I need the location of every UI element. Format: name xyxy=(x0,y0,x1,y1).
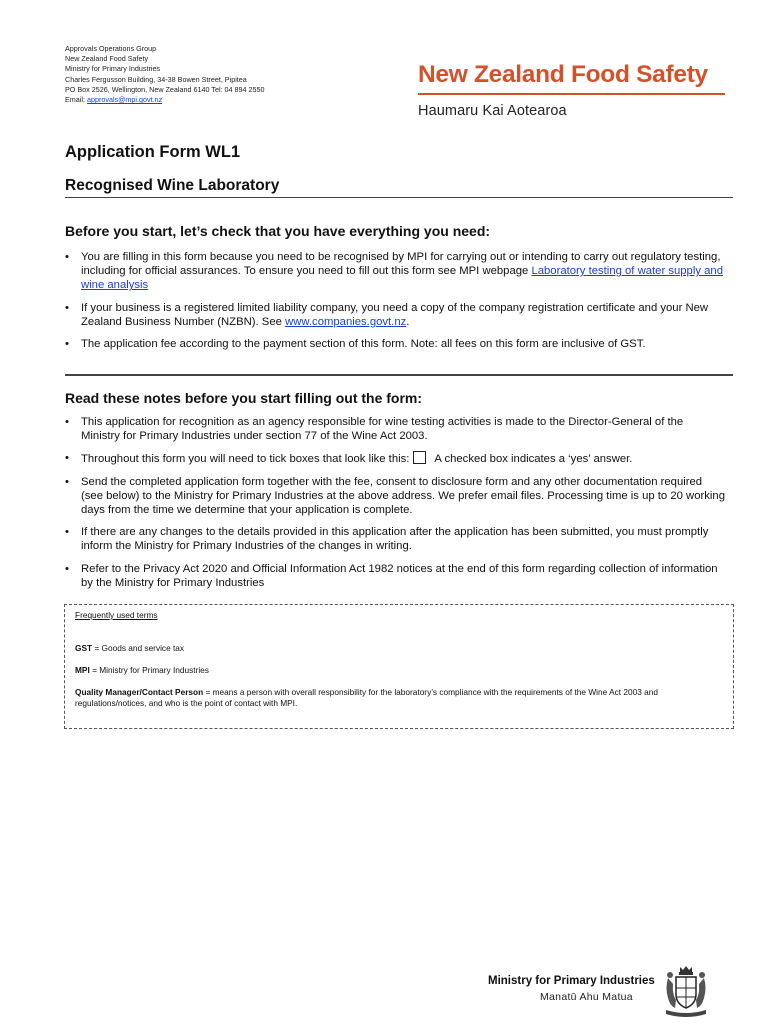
term: GST xyxy=(75,643,93,653)
term-row xyxy=(75,687,723,709)
bullet-text: The application fee according to the payment section of this form. Note: all fees on this form are inclusive of GST. xyxy=(81,338,646,351)
lab-testing-link[interactable]: Laboratory testing of water supply and wine analysis xyxy=(81,265,723,292)
list-item: • Refer to the Privacy Act 2020 and Official Information Act 1982 notices at the end of this form regarding collection of information by the Ministry for Primary Industries xyxy=(65,562,718,589)
bullet-text: If your business is a registered limited liability company, you need a copy of the company registration certificate and your New Zealand Business Number (NZBN). See xyxy=(81,301,709,328)
frequently-used-terms-box xyxy=(64,604,734,729)
list-item: • This application for recognition as an agency responsible for wine testing activities is made to the Director-General of the Ministry for Primary Industries under section 77 of the Wine Act 2003. xyxy=(65,416,684,443)
address-line: Charles Fergusson Building, 34-38 Bowen Street, Pipitea xyxy=(65,74,247,84)
term-definition: = Ministry for Primary Industries xyxy=(89,665,209,675)
terms-title: Frequently used terms xyxy=(75,610,158,620)
bullet-text: This application for recognition as an agency responsible for wine testing activities is made to the Director-General of the Ministry for Primary Industries under section 77 of the Wine Act 2003. xyxy=(81,416,684,443)
notes-heading: Read these notes before you start filling out the form: xyxy=(65,390,423,406)
address-email-line xyxy=(65,95,265,105)
brand-title: New Zealand Food Safety xyxy=(418,61,708,88)
bullet-text: Throughout this form you will need to tick boxes that look like this: xyxy=(81,453,410,466)
mpi-logo-text xyxy=(488,975,655,1003)
term-definition: = means a person with overall responsibility for the laboratory’s compliance with the requirements of the Wine Act 2003 and regulations/notices, and who is the point of contact with MPI. xyxy=(75,687,658,708)
before-start-list xyxy=(65,250,725,359)
term: MPI xyxy=(75,665,90,675)
bullet-text: Refer to the Privacy Act 2020 and Official Information Act 1982 notices at the end of this form regarding collection of information by the Ministry for Primary Industries xyxy=(81,562,718,589)
bullet-text: If there are any changes to the details provided in this application after the application has been submitted, you must promptly inform the Ministry for Primary Industries of the changes in writing. xyxy=(81,526,709,553)
address-line: PO Box 2526, Wellington, New Zealand 6140 Tel: 04 894 2550 xyxy=(65,84,265,94)
bullet-text: You are filling in this form because you need to be recognised by MPI for carrying out or intending to carry out regulatory testing, including for official assurances. To ensure you need to fill out this form see MPI webpage xyxy=(81,251,721,278)
address-line: New Zealand Food Safety xyxy=(65,54,149,64)
list-item: • If there are any changes to the details provided in this application after the application has been submitted, you must promptly inform the Ministry for Primary Industries of the changes in writing. xyxy=(65,526,709,553)
list-item: • You are filling in this form because you need to be recognised by MPI for carrying out or intending to carry out regulatory testing, including for official assurances. To ensure you need to fill out this form see MPI webpage Laboratory testing of water supply and wine analysis xyxy=(65,251,723,292)
list-item: • Throughout this form you will need to tick boxes that look like this: A checked box indicates a ‘yes’ answer. xyxy=(65,452,633,466)
bullet-text: A checked box indicates a ‘yes’ answer. xyxy=(434,453,633,466)
bullet-text: Send the completed application form together with the fee, consent to disclosure form and any other documentation required (see below) to the Ministry for Primary Industries at the above address. We prefer email files. Processing time is up to 20 working days from the time we determine that your application is complete. xyxy=(81,475,725,517)
address-line: Ministry for Primary Industries xyxy=(65,64,161,74)
nz-coat-of-arms-icon xyxy=(662,964,710,1020)
mpi-name: Ministry for Primary Industries xyxy=(488,975,655,987)
email-label: Email: xyxy=(65,95,87,105)
term-row xyxy=(75,643,723,654)
nz-food-safety-logo xyxy=(418,60,728,119)
example-checkbox xyxy=(413,451,426,464)
mpi-maori-name: Manatū Ahu Matua xyxy=(540,991,633,1003)
sender-address xyxy=(65,44,265,105)
companies-link[interactable]: www.companies.govt.nz xyxy=(285,315,407,328)
brand-rule xyxy=(418,93,725,95)
notes-list xyxy=(65,415,725,598)
before-start-heading: Before you start, let’s check that you have everything you need: xyxy=(65,223,491,239)
term: Quality Manager/Contact Person xyxy=(75,687,204,697)
address-line: Approvals Operations Group xyxy=(65,44,157,53)
term-row xyxy=(75,665,723,676)
form-subtitle: Recognised Wine Laboratory xyxy=(65,177,733,198)
term-definition: = Goods and service tax xyxy=(92,643,185,653)
section-divider xyxy=(65,374,733,376)
email-link[interactable]: approvals@mpi.govt.nz xyxy=(86,95,163,105)
bullet-text-end: . xyxy=(406,315,410,328)
list-item: • Send the completed application form together with the fee, consent to disclosure form and any other documentation required (see below) to the Ministry for Primary Industries at the above address. We prefer email files. Processing time is up to 20 working days from the time we determine that your application is complete. xyxy=(65,475,725,517)
form-title: Application Form WL1 xyxy=(65,143,241,161)
brand-subtitle: Haumaru Kai Aotearoa xyxy=(418,103,567,119)
list-item: • If your business is a registered limited liability company, you need a copy of the company registration certificate and your New Zealand Business Number (NZBN). See www.companies.govt.nz. xyxy=(65,301,709,328)
list-item: • The application fee according to the payment section of this form. Note: all fees on this form are inclusive of GST. xyxy=(65,338,646,351)
